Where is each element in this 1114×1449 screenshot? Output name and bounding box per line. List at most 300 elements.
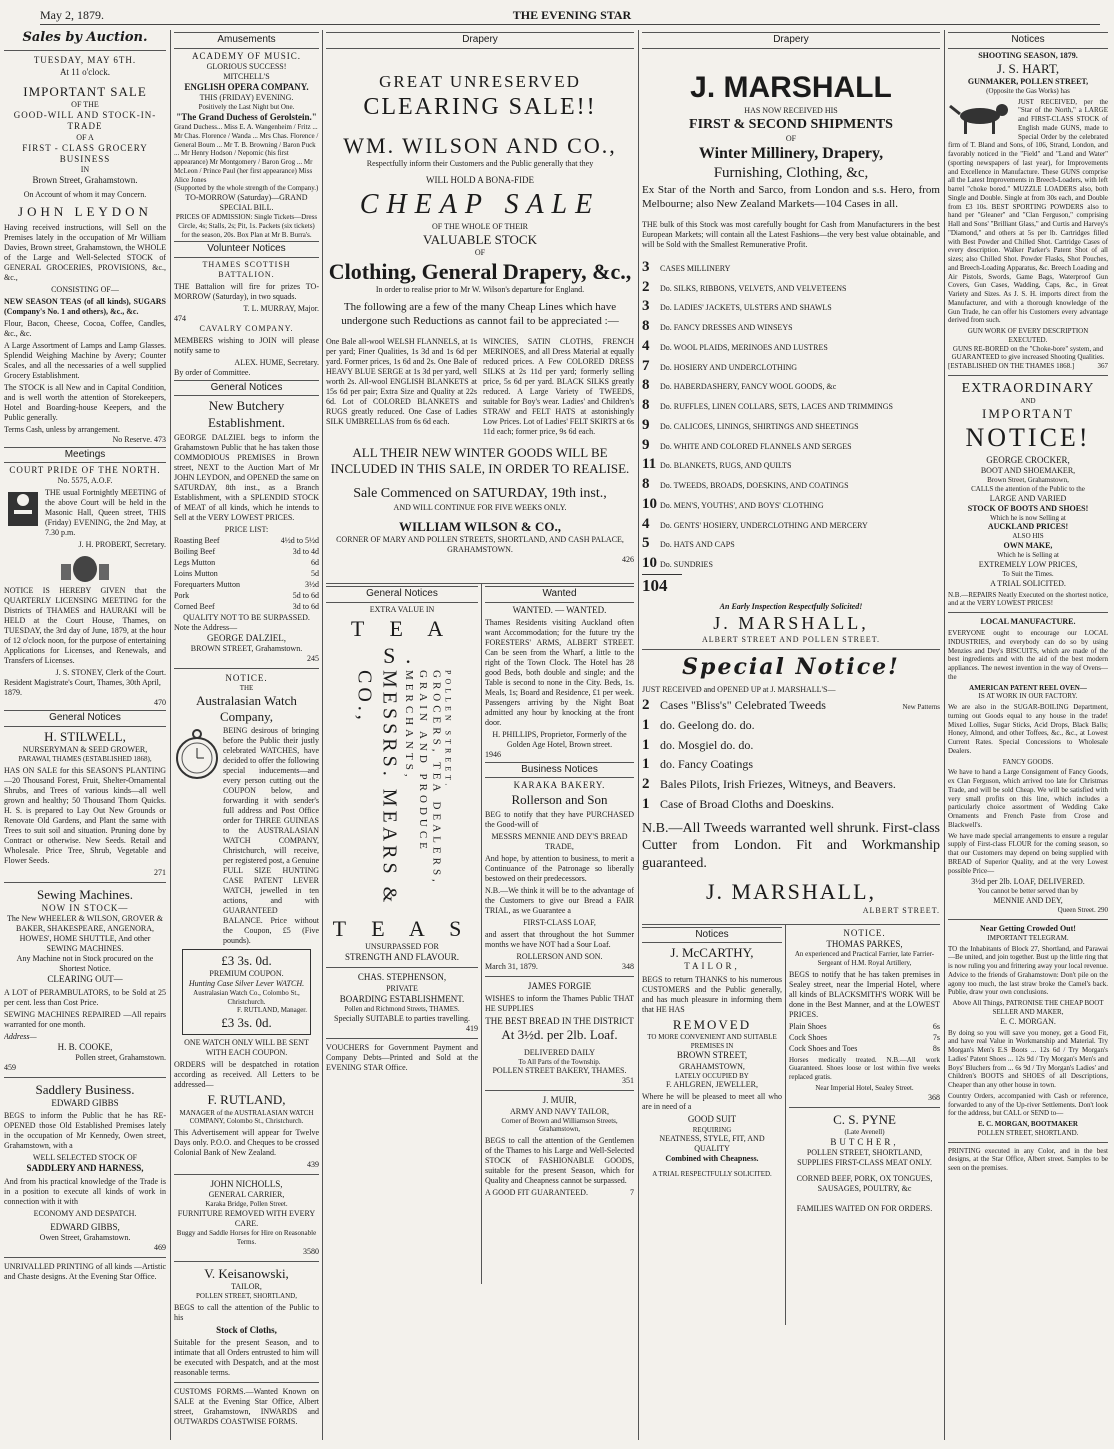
- text: Flour, Bacon, Cheese, Cocoa, Coffee, Candles, &c., &c.: [4, 318, 166, 338]
- section-heading: Amusements: [174, 32, 319, 49]
- auction-body: Having received instructions, will Sell on the Premises lately in the occupation of Mr William Davies, Brown street, Grahamstown, the WHOLE of the Large and Well-Selected STOCK of GENERAL GROCERIES, PROVISIONS, &c., &c.,: [4, 222, 166, 282]
- text: J. H. PROBERT, Secretary.: [78, 540, 166, 550]
- column-notices: [948, 30, 1108, 1445]
- case-count: 8: [642, 377, 650, 394]
- text: and assert that throughout the hot Summer months we have NOT had a Sour Loaf.: [485, 929, 634, 949]
- tweed-count: 1: [642, 795, 650, 812]
- text: Brown Street, Grahamstown.: [32, 175, 138, 185]
- case-row: [642, 475, 940, 494]
- case-description: Do. SILKS, RIBBONS, VELVETS, AND VELVETEENS: [660, 283, 847, 293]
- text: T E A S: [332, 915, 472, 941]
- text: GUNMAKER, POLLEN STREET,: [967, 76, 1089, 86]
- cases-total: 104: [642, 575, 668, 595]
- text: PRICE LIST:: [224, 524, 269, 534]
- text: Suitable for the present Season, and to intimate that all Orders entrusted to him will be executed with Despatch, and at the most reasonable terms.: [174, 1337, 319, 1377]
- text: Hunting Case Silver Lever WATCH.: [188, 978, 305, 988]
- text: OF A: [76, 132, 94, 142]
- text: Positively the Last Night but One.: [198, 103, 295, 111]
- text: AUCKLAND PRICES!: [987, 522, 1069, 532]
- text: Horses medically treated. N.B.—All work Guaranteed. Shoes loose or lost within five weeks replaced gratis.: [789, 1055, 940, 1081]
- shoe-price: 6s: [932, 1021, 940, 1031]
- case-row: [642, 297, 940, 316]
- text: (Supported by the whole strength of the Company.): [174, 184, 319, 193]
- text: ECONOMY AND DESPATCH.: [33, 1208, 137, 1218]
- price-item: Forequarters Mutton: [174, 579, 240, 589]
- ad-number: 474: [174, 313, 186, 323]
- text: QUALITY NOT TO BE SURPASSED.: [183, 612, 310, 622]
- text: You cannot be better served than by: [977, 887, 1079, 896]
- text: FIRST & SECOND SHIPMENTS: [689, 117, 893, 132]
- tweed-count: 1: [642, 716, 650, 733]
- text: GEORGE DALZIEL begs to inform the Grahamstown Public that he has taken those COMMODIOUS PREMISES in Brown street, NEXT to the Auction Mart of Mr JOHN LEYDON, and OPENED the same on SATURDAY, 8th inst., as a Branch Establishment, with a SPLENDID STOCK of MEAT of all kinds, which he intends to Sell at the VERY LOWEST PRICES.: [174, 432, 319, 522]
- text: E. C. MORGAN.: [1000, 1016, 1056, 1026]
- text: TAILOR,: [231, 1281, 262, 1291]
- ad-number: 245: [307, 654, 319, 663]
- section-heading: Business Notices: [485, 762, 634, 779]
- ad-number: 348: [622, 961, 634, 971]
- text: POLLEN STREET BAKERY, THAMES.: [492, 1066, 627, 1076]
- text: THIS (FRIDAY) EVENING.: [199, 93, 294, 102]
- tweed-note: New Patterns: [902, 703, 940, 711]
- section-heading: Meetings: [4, 447, 166, 464]
- text: OWN MAKE,: [1003, 541, 1053, 550]
- text: Any Machine not in Stock procured on the Shortest Notice.: [16, 954, 154, 974]
- text: BROWN STREET,: [676, 1050, 748, 1061]
- text: Saddlery Business.: [35, 1081, 135, 1097]
- text: H. PHILLIPS, Proprietor, Formerly of the Golden Age Hotel, Brown street.: [492, 729, 627, 749]
- text: Address—: [4, 1031, 37, 1041]
- text: ACADEMY OF MUSIC.: [192, 50, 301, 61]
- case-description: Do. FANCY DRESSES AND WINSEYS: [660, 323, 793, 332]
- text: IN: [80, 165, 90, 174]
- price-item: Legs Mutton: [174, 557, 216, 567]
- masthead: [40, 8, 1100, 25]
- text: We are also in the SUGAR-BOILING Department, turning out Goods equal to any house in the trade! Mixed Lollies, Sugar Sticks, Acid Drops, Black Balls; Honey, Almond, and other Toffees, &c., &c., at Lowest Current Rates. Special Concessions to Wholesale Dealers.: [948, 703, 1108, 755]
- price-item: Corned Beef: [174, 601, 215, 611]
- text: THE BEST BREAD IN THE DISTRICT: [485, 1016, 634, 1026]
- ad-number: 290: [1097, 906, 1108, 914]
- price-value: 3½d: [305, 579, 319, 589]
- case-description: Do. WHITE AND COLORED FLANNELS AND SERGES: [660, 441, 852, 451]
- text: JUST RECEIVED, per the "Star of the North," a LARGE and FIRST-CLASS STOCK of English made GUNS, made to Special Order by the celebrated firm of T. Bland and Sons, of 106, Strand, London, and favorably noticed in the "Field" and "Land and Water" (sporting newspapers of last year), for Improvements and Excellence in Manufacture. These GUNS comprise all the Latest Improvements in Breech-Loaders, with left barrel "choke bored." MUZZLE LOADERS also, both Single and Double. Single at from 30s each, and Double from £3 10s. BEST SPORTING POWDERS also to hand per "Gleaner" and "Clan Ferguson," comprising Hall and Sons' "Brilliant Glass," and Curtis and Harvey's "Diamond," and others at 5s per lb. Cartridges filled with Best Powder and Chilled Shot. Cartridge Cases of every description. Walker Parker's Patent Shot of all sizes; also Chilled Shot. Powder Flasks, Shot Pouches, and Breech-Loading Apparatus, &c. Breech Loading and Air Pistols, Swords, Game Bags, Waterproof Gun Covers, Gun Cases, Wadding, Caps, &c., in Great Variety and Sizes. As J. S. H. imports direct from the Manufacturer, and with a thorough knowledge of the Gun Trade, he can offer his Customers every advantage derived from such.: [948, 97, 1108, 325]
- text: GLORIOUS SUCCESS!: [206, 61, 287, 71]
- price-row: [174, 547, 319, 557]
- column-rule: [638, 30, 639, 1440]
- text: CAVALRY COMPANY.: [199, 323, 294, 333]
- ad-number: 367: [1097, 362, 1108, 370]
- sale-time: At 11 o'clock.: [59, 66, 111, 77]
- case-description: Do. HATS AND CAPS: [660, 540, 735, 550]
- ad-number: 351: [622, 1076, 634, 1086]
- text: BEGS to notify that he has taken premises in Sealey street, near the Imperial Hotel, where all kinds of BLACKSMITH'S WORK Will be done in the Best Manner, and at the LOWEST PRICES.: [789, 969, 940, 1019]
- text: Australasian Watch Company,: [196, 693, 297, 725]
- section-heading: Drapery: [326, 32, 634, 49]
- text: THE Battalion will fire for prizes TO-MORROW (Saturday), in two squads.: [174, 281, 319, 301]
- case-count: 3: [642, 298, 650, 315]
- text: Australasian Watch Co., Colombo St., Christchurch.: [193, 988, 300, 1006]
- text: UNSURPASSED FOR: [365, 942, 439, 951]
- text: J. MARSHALL,: [705, 879, 877, 904]
- text: Sewing Machines.: [36, 886, 134, 902]
- text: ONE WATCH ONLY WILL BE SENT WITH EACH COUPON.: [184, 1038, 309, 1058]
- text: FIRST - CLASS GROCERY BUSINESS: [22, 142, 148, 164]
- section-heading: Drapery: [642, 32, 940, 49]
- text: ALEX. HUME, Secretary.: [234, 357, 319, 367]
- text: OF: [785, 133, 797, 143]
- text: GRAHAMSTOWN,: [679, 1061, 745, 1071]
- text: A Large Assortment of Lamps and Lamp Glasses. Splendid Weighing Machine by Avery; Counter Scales, and all the necessaries of a well supplied Grocery Establishment.: [4, 340, 166, 380]
- text: Pollen street, Grahamstown.: [75, 1052, 166, 1062]
- text: GOOD SUIT: [687, 1114, 737, 1125]
- case-description: Do. LADIES' JACKETS, ULSTERS AND SHAWLS: [660, 303, 832, 313]
- text: BOOT AND SHOEMAKER,: [980, 466, 1076, 475]
- shoe-row: [789, 1033, 940, 1043]
- text: ALBERT STREET AND POLLEN STREET.: [702, 634, 880, 644]
- text: 3½d per 2lb. LOAF, DELIVERED.: [971, 877, 1085, 887]
- case-row: [642, 495, 940, 514]
- text: NOTICE IS HEREBY GIVEN that the QUARTERLY LICENSING MEETING for the Districts of THAMES and HAURAKI will be HELD at the Court House, Thames, on TUESDAY, the 3rd day of June, 1879, at the hour of 12 o'clock noon, for the purpose of entertaining Applications for Licenses, and Renewals, and Transfers of Licenses.: [4, 586, 166, 666]
- text: BEING desirous of bringing before the Public their justly celebrated WATCHES, have decided to offer the following special inducements—and every person cutting out the COUPON below, and forwarding it with sender's full address and Post Office order for THREE GUINEAS to the AUSTRALASIAN WATCH COMPANY, Christchurch, will receive, per registered post, a Genuine FULL SIZE HUNTING CASE PATENT LEVER WATCH, jewelled in ten actions, and with GUARANTEED BALANCE. Price without the Coupon, £5 (Five pounds).: [223, 725, 319, 945]
- tweed-count: 2: [642, 697, 650, 713]
- text: OF: [474, 247, 486, 257]
- text: VOUCHERS for Government Payment and Company Debts—Printed and Sold at the EVENING STAR Office.: [326, 1042, 478, 1072]
- sale-heading: IMPORTANT SALE: [23, 83, 147, 99]
- text: Note the Address—: [174, 622, 238, 632]
- text: T E A S.: [350, 615, 454, 668]
- tweed-count: 1: [642, 736, 650, 753]
- price-row: [174, 591, 319, 601]
- text: EDWARD GIBBS,: [50, 1221, 120, 1232]
- clearing-sale-heading: CLEARING SALE!!: [363, 93, 597, 120]
- text: PRICES OF ADMISSION: Single Tickets—Dress Circle, 4s; Stalls, 2s; Pit, 1s. Packets (six tickets) for the season, 20s. Box Plan at Mr B. Burra's.: [175, 213, 318, 239]
- case-row: [642, 534, 940, 553]
- text: F. RUTLAND,: [207, 1092, 286, 1108]
- text: GEORGE DALZIEL,: [207, 632, 286, 643]
- text: CLEARING OUT—: [47, 974, 123, 985]
- tweed-description: do. Mosgiel do. do.: [660, 737, 754, 752]
- section-heading: General Notices: [4, 710, 166, 727]
- coupon-price: £3 3s. 0d.: [221, 1015, 272, 1030]
- text: (Opposite the Gas Works) has: [986, 86, 1070, 95]
- text: Near Imperial Hotel, Sealey Street.: [815, 1083, 914, 1092]
- case-count: 2: [642, 278, 650, 295]
- ad-number: 439: [307, 1160, 319, 1169]
- text: GREAT UNRESERVED: [379, 71, 581, 91]
- shoe-price-list: [789, 1022, 940, 1054]
- text: THAMES SCOTTISH BATTALION.: [202, 259, 291, 279]
- text: LATELY OCCUPIED BY: [675, 1071, 749, 1080]
- shoe-item: Cock Shoes: [789, 1032, 827, 1042]
- text: PRINTING executed in any Color, and in the best designs, at the Star Office, Albert street. Samples to be seen on the premises.: [948, 1146, 1108, 1172]
- text: WINCIES, SATIN CLOTHS, FRENCH MERINOES, and all Dress Material at equally reduced prices. A Few COLORED DRESS SILKS at 2s 11d per yard; formerly selling price, 5s 6d per yard. BLACK SILKS greatly reduced. A Large Variety of TWEEDS, suitable for Boy's wear. Ladies' and Children's STRAW and FELT HATS at astonishingly Low Prices. Lot of Ladies' FELT SKIRTS at 6s 11d each; former price, 9s 6d each.: [483, 336, 634, 436]
- text: (Late Avenell): [844, 1127, 885, 1136]
- text: Clothing, General Drapery, &c.,: [328, 258, 632, 284]
- price-row: [174, 580, 319, 590]
- text: CHAS. STEPHENSON,: [357, 972, 447, 983]
- text: We have to hand a Large Consignment of Fancy Goods, ex Clan Ferguson, which arrived too late for Christmas Trade, and will be sold Cheap. We will be satisfied with very small profits on this line, which includes a particularly choice assortment of Wedding Cake Ornaments and French Paste from Crose and Blackwell's.: [948, 768, 1108, 829]
- text: N.B.—All Tweeds warranted well shrunk. First-class Cutter from London. Fit and Workmanship guaranteed.: [642, 820, 940, 871]
- section-heading: Notices: [642, 927, 782, 944]
- text: PARAWAI, THAMES (ESTABLISHED 1868),: [18, 755, 152, 763]
- price-item: Pork: [174, 590, 190, 600]
- text: [ESTABLISHED ON THE THAMES 1868.]: [948, 362, 1075, 370]
- case-count: 8: [642, 318, 650, 334]
- cast-list: Grand Duchess... Miss E. A. Wangenheim / Fritz ... Mr Chas. Florence / Wanda ... Mrs Chas. Florence / General Boum ... Mr T. B. Browning / Baron Puck ... Mr Henry Hodson / Nepomic (his first appearance) Mr Montgomery / Baron Grog ... Mr McLeon / Prince Paul (her first appearance) Miss Alice Jones: [174, 123, 319, 184]
- text: MITCHELL'S: [223, 71, 270, 81]
- text: An experienced and Practical Farrier, late Farrier-Sergeant of H.M. Royal Artillery,: [794, 950, 935, 967]
- text: Sale Commenced on SATURDAY, 19th inst.,: [353, 486, 607, 502]
- text: JUST RECEIVED and OPENED UP at J. MARSHALL'S—: [642, 685, 836, 694]
- case-row: [642, 554, 940, 573]
- text: SADDLERY AND HARNESS,: [26, 1163, 144, 1174]
- text: CONSISTING OF—: [51, 284, 119, 294]
- text: By order of Committee.: [174, 367, 251, 377]
- text: J. S. STONEY, Clerk of the Court.: [55, 668, 166, 678]
- case-description: CASES MILLINERY: [660, 263, 731, 273]
- text: DELIVERED DAILY: [524, 1047, 595, 1057]
- text: HAS NOW RECEIVED HIS: [744, 106, 838, 115]
- text: T. L. MURRAY, Major.: [243, 303, 319, 313]
- case-count: 4: [642, 515, 650, 532]
- section-heading: Notices: [948, 32, 1108, 49]
- price-item: Loins Mutton: [174, 568, 218, 578]
- price-list: [174, 536, 319, 612]
- text: WILLIAM WILSON & CO.,: [399, 518, 561, 534]
- text: STRENGTH AND FLAVOUR.: [344, 952, 460, 962]
- case-count: 3: [642, 258, 650, 275]
- text: TO MORE CONVENIENT AND SUITABLE PREMISES IN: [647, 1032, 777, 1050]
- text: Furnishing, Clothing, &c,: [713, 164, 869, 181]
- case-count: 8: [642, 397, 650, 413]
- text: POLLEN STREET.: [443, 669, 453, 789]
- text: REMOVED: [672, 1016, 752, 1032]
- text: GROCERS, TEA DEALERS, GRAIN AND PRODUCE MERCHANTS,: [403, 669, 443, 886]
- text: THOMAS PARKES,: [826, 938, 903, 949]
- case-count: 8: [642, 476, 650, 492]
- text: WM. WILSON AND CO.,: [343, 132, 617, 158]
- text: N.B.—We think it will be to the advantage of the Customers to give our Bread a FAIR TRIAL, as we Guarantee a: [485, 885, 634, 915]
- text: New Butchery Establishment.: [208, 398, 285, 430]
- text: AND: [1020, 397, 1036, 406]
- text: C. S. PYNE: [833, 1111, 896, 1127]
- section-heading: Sales by Auction.: [22, 30, 148, 45]
- text: ENGLISH OPERA COMPANY.: [184, 81, 309, 92]
- column-rule: [944, 30, 945, 1440]
- newspaper-title: THE EVENING STAR: [512, 8, 632, 22]
- price-row: [174, 558, 319, 568]
- ad-number: 1946: [485, 749, 501, 759]
- column-rule: [170, 30, 171, 1440]
- text: GUN WORK OF EVERY DESCRIPTION EXECUTED.: [967, 327, 1089, 344]
- price-value: 5d to 6d: [292, 590, 319, 600]
- text: This Advertisement will appear for Twelve Days only. P.O.O. and Cheques to be crossed Colonial Bank of New Zealand.: [174, 1128, 319, 1157]
- text: Buggy and Saddle Horses for Hire on Reasonable Terms.: [176, 1229, 317, 1246]
- shoe-row: [789, 1022, 940, 1032]
- text: SUPPLIES FIRST-CLASS MEAT ONLY.: [797, 1157, 932, 1167]
- text: ALSO HIS: [1012, 532, 1044, 541]
- case-count: 10: [642, 555, 657, 571]
- text: GENERAL CARRIER,: [208, 1190, 285, 1200]
- tweed-description: Bales Pilots, Irish Friezes, Witneys, and Beavers.: [660, 777, 896, 791]
- column-wilson-drapery: [326, 30, 634, 1445]
- column-auctions: [4, 30, 166, 1445]
- text: To All Parts of the Township.: [518, 1057, 601, 1066]
- text: One Bale all-wool WELSH FLANNELS, at 1s per yard; Finer Qualities, 1s 3d and 1s 6d per yard. Former prices, 1s 6d and 2s. One Bale of HEAVY BLUE SERGE at 1s 3d per yard, well worth 2s. All-wool ENGLISH BLANKETS at 15s 6d per pair; Extra Size and Quality at 22s 6d. Lot of COLORED BLANKETS and RUGS greatly reduced. One Case of Ladies SILK UMBRELLAS from 6s 6d each.: [326, 336, 477, 426]
- case-description: Do. BLANKETS, RUGS, AND QUILTS: [660, 461, 792, 471]
- text: EDWARD GIBBS: [51, 1098, 119, 1108]
- text: HAS ON SALE for this SEASON'S PLANTING—20 Thousand Forest, Fruit, Shelter-Ornamental Shrubs, and Trees of various kinds—all well grown and healthy; 50 Thousand Thorn Quicks. H. S. is prepared to Lay Out New Grounds or Renovate Old Gardens, and Plant the same with Trees to suit soil and situation. Pruning done by Contract or otherwise. New Seeds. Retail and Wholesale. Price Tree, Shrub, Vegetable and Flower Seeds.: [4, 765, 166, 865]
- text: MESSRS. MEARS & CO.,: [353, 669, 401, 906]
- tweed-row: [642, 696, 940, 715]
- tweed-description: Case of Broad Cloths and Doeskins.: [660, 796, 834, 811]
- tweed-description: do. Geelong do. do.: [660, 717, 755, 732]
- ad-number: 7: [630, 1188, 634, 1197]
- text: COURT PRIDE OF THE NORTH.: [9, 465, 161, 475]
- price-row: [174, 536, 319, 546]
- text: OF THE: [71, 100, 99, 109]
- shoe-price: 8s: [932, 1043, 940, 1053]
- section-heading: Volunteer Notices: [174, 241, 319, 258]
- ad-number: 459: [4, 1062, 16, 1072]
- text: THE usual Fortnightly MEETING of the above Court will be held in the Masonic Hall, Queen street, THIS (Friday) EVENING, the 2nd May, at 7.30 p.m.: [45, 488, 166, 538]
- case-description: Do. CALICOES, LININGS, SHIRTINGS AND SHEETINGS: [660, 421, 859, 431]
- text: NOTICE.: [225, 673, 268, 683]
- text: CUSTOMS FORMS.—Wanted Known on SALE at the Evening Star Office, Albert street, Grahamstown, INWARDS and OUTWARDS COASTWISE FORMS.: [174, 1386, 319, 1426]
- text: "The Grand Duchess of Gerolstein.": [176, 111, 317, 122]
- text: Ex Star of the North and Sarco, from London and s.s. Hero, from Melbourne; also New Zealand Markets—104 Cases in all.: [642, 184, 940, 210]
- ad-number: 470: [154, 698, 166, 708]
- text: JAMES FORGIE: [527, 980, 592, 991]
- case-count: 9: [642, 416, 650, 433]
- text: BEGS to call the attention of the Public to his: [174, 1302, 319, 1322]
- text: V. Keisanowski,: [204, 1265, 289, 1281]
- price-value: 6d: [311, 557, 319, 567]
- text: VALUABLE STOCK: [422, 231, 537, 247]
- case-description: Do. GENTS' HOSIERY, UNDERCLOTHING AND MERCERY: [660, 520, 868, 530]
- text: POLLEN STREET, SHORTLAND,: [196, 1291, 297, 1300]
- case-row: [642, 416, 940, 435]
- text: E. C. MORGAN, BOOTMAKER: [978, 1120, 1078, 1128]
- text: BEGS to call the attention of the Gentlemen of the Thames to his Large and Well-Selected STOCK of FASHIONABLE GOODS, suitable for the present Season, which for Quality and Cheapness cannot be surpassed.: [485, 1136, 634, 1185]
- text: And from his practical knowledge of the Trade is in a position to execute all kinds of work in connection with it with: [4, 1176, 166, 1206]
- case-row: [642, 337, 940, 356]
- text: POLLEN STREET, SHORTLAND.: [977, 1128, 1079, 1137]
- text: Near Getting Crowded Out!: [980, 923, 1076, 933]
- case-count: 7: [642, 357, 650, 374]
- text: BOARDING ESTABLISHMENT.: [339, 993, 465, 1004]
- text: The New WHEELER & WILSON, GROVER & BAKER, SHAKESPEARE, ANGENORA, HOWES', HOME SHUTTLE, And other SEWING MACHINES.: [7, 914, 163, 954]
- auctioneer-name: JOHN LEYDON: [18, 204, 152, 220]
- price-item: Roasting Beef: [174, 535, 220, 545]
- case-description: Do. WOOL PLAIDS, MERINOES AND LUSTRES: [660, 342, 828, 352]
- case-row: [642, 317, 940, 336]
- gun-dog-icon: [948, 96, 1018, 136]
- text: Owen Street, Grahamstown.: [39, 1232, 131, 1242]
- royal-arms-icon: [55, 552, 115, 584]
- cases-list: [642, 258, 940, 573]
- section-heading: Wanted: [485, 586, 634, 603]
- text: ARMY AND NAVY TAILOR,: [510, 1106, 609, 1116]
- text: THE: [239, 684, 254, 693]
- shoe-row: [789, 1044, 940, 1054]
- text: Where he will be pleased to meet all who are in need of a: [642, 1092, 782, 1112]
- text: GEORGE CROCKER,: [986, 454, 1070, 465]
- text: GUNS RE-BORED on the "Choke-bore" system, and GUARANTEED to give increased Shooting Qualities.: [951, 344, 1105, 362]
- text: MENNIE AND DEY,: [993, 896, 1063, 905]
- text: IMPORTANT TELEGRAM.: [987, 933, 1069, 942]
- text: BEGS to return THANKS to his numerous CUSTOMERS and the Public generally, and has much pleasure in informing them that HE HAS: [642, 974, 782, 1014]
- text: J. MARSHALL,: [713, 613, 869, 633]
- shoe-price: 7s: [932, 1032, 940, 1042]
- text: F. RUTLAND, Manager.: [236, 1006, 307, 1015]
- text: N.B.—REPAIRS Neatly Executed on the shortest notice, and at the VERY LOWEST PRICES!: [948, 590, 1108, 608]
- text: Terms Cash, unless by arrangement.: [4, 424, 120, 434]
- text: SHOOTING SEASON, 1879.: [978, 50, 1078, 60]
- case-count: 5: [642, 535, 650, 552]
- text: March 31, 1879.: [485, 961, 538, 971]
- text: IMPORTANT: [981, 406, 1074, 421]
- tweed-description: do. Fancy Coatings: [660, 757, 753, 772]
- ad-number: 3580: [303, 1246, 319, 1256]
- case-row: [642, 455, 940, 474]
- text: EXTRA VALUE IN: [369, 604, 435, 614]
- text: Respectfully inform their Customers and the Public generally that they: [366, 159, 594, 169]
- text: NOTICE.: [843, 927, 886, 938]
- text: J. McCARTHY,: [670, 945, 754, 960]
- text: GOOD-WILL AND STOCK-IN-TRADE: [13, 110, 157, 132]
- ad-number: 419: [466, 1023, 478, 1033]
- text: MEMBERS wishing to JOIN will please notify same to: [174, 335, 319, 355]
- text: Which he is Selling at: [997, 551, 1059, 559]
- issue-date: May 2, 1879.: [40, 8, 104, 22]
- text: CALLS the attention of the Public to the: [971, 484, 1085, 493]
- tweed-row: [642, 716, 940, 735]
- text: STOCK OF BOOTS AND SHOES!: [967, 503, 1089, 513]
- text: No Reserve.: [112, 434, 152, 444]
- text: NURSERYMAN & SEED GROWER,: [22, 745, 148, 754]
- shoe-item: Cock Shoes and Toes: [789, 1043, 858, 1053]
- foresters-emblem-icon: [4, 486, 42, 530]
- tweed-row: [642, 755, 940, 774]
- case-row: [642, 515, 940, 534]
- text: MESSRS MENNIE AND DEY'S BREAD TRADE,: [491, 831, 628, 851]
- text: CHEAP SALE: [359, 188, 601, 220]
- text: Above All Things, PATRONISE THE CHEAP BOOT SELLER AND MAKER,: [952, 999, 1104, 1016]
- text: PRIVATE: [386, 983, 418, 993]
- text: To Suit the Times.: [1002, 569, 1054, 578]
- text: LOCAL MANUFACTURE.: [980, 617, 1076, 626]
- text: EXTRAORDINARY: [961, 380, 1095, 396]
- text: WELL SELECTED STOCK OF: [32, 1153, 138, 1163]
- text: SEWING MACHINES REPAIRED —All repairs warranted for one month.: [4, 1009, 166, 1029]
- text: Stock of Cloths,: [216, 1324, 277, 1335]
- text: The STOCK is all New and in Capital Condition, and is well worth the attention of Storekeepers, Hotel and Boarding-house Keepers, and the Public generally.: [4, 382, 166, 422]
- case-count: 4: [642, 337, 650, 354]
- text: Karaka Bridge, Pollen Street.: [205, 1200, 288, 1209]
- text: TO-MORROW (Saturday)—GRAND SPECIAL BILL.: [185, 193, 308, 212]
- text: AMERICAN PATENT REEL OVEN—: [969, 683, 1087, 692]
- text: BEG to notify that they have PURCHASED the Good-will of: [485, 809, 634, 829]
- case-count: 10: [642, 495, 657, 512]
- text: Which he is now Selling at: [990, 513, 1066, 522]
- price-value: 3d to 4d: [292, 546, 319, 556]
- text: And hope, by attention to business, to merit a Continuance of the Patronage so liberally bestowed on their predecessors.: [485, 853, 634, 883]
- case-row: [642, 357, 940, 376]
- text: ORDERS will be despatched in rotation according as received. All Letters to be addressed—: [174, 1060, 319, 1090]
- text: AND WILL CONTINUE FOR FIVE WEEKS ONLY.: [393, 502, 567, 512]
- text: JOHN NICHOLLS,: [210, 1179, 283, 1189]
- price-item: Boiling Beef: [174, 546, 216, 556]
